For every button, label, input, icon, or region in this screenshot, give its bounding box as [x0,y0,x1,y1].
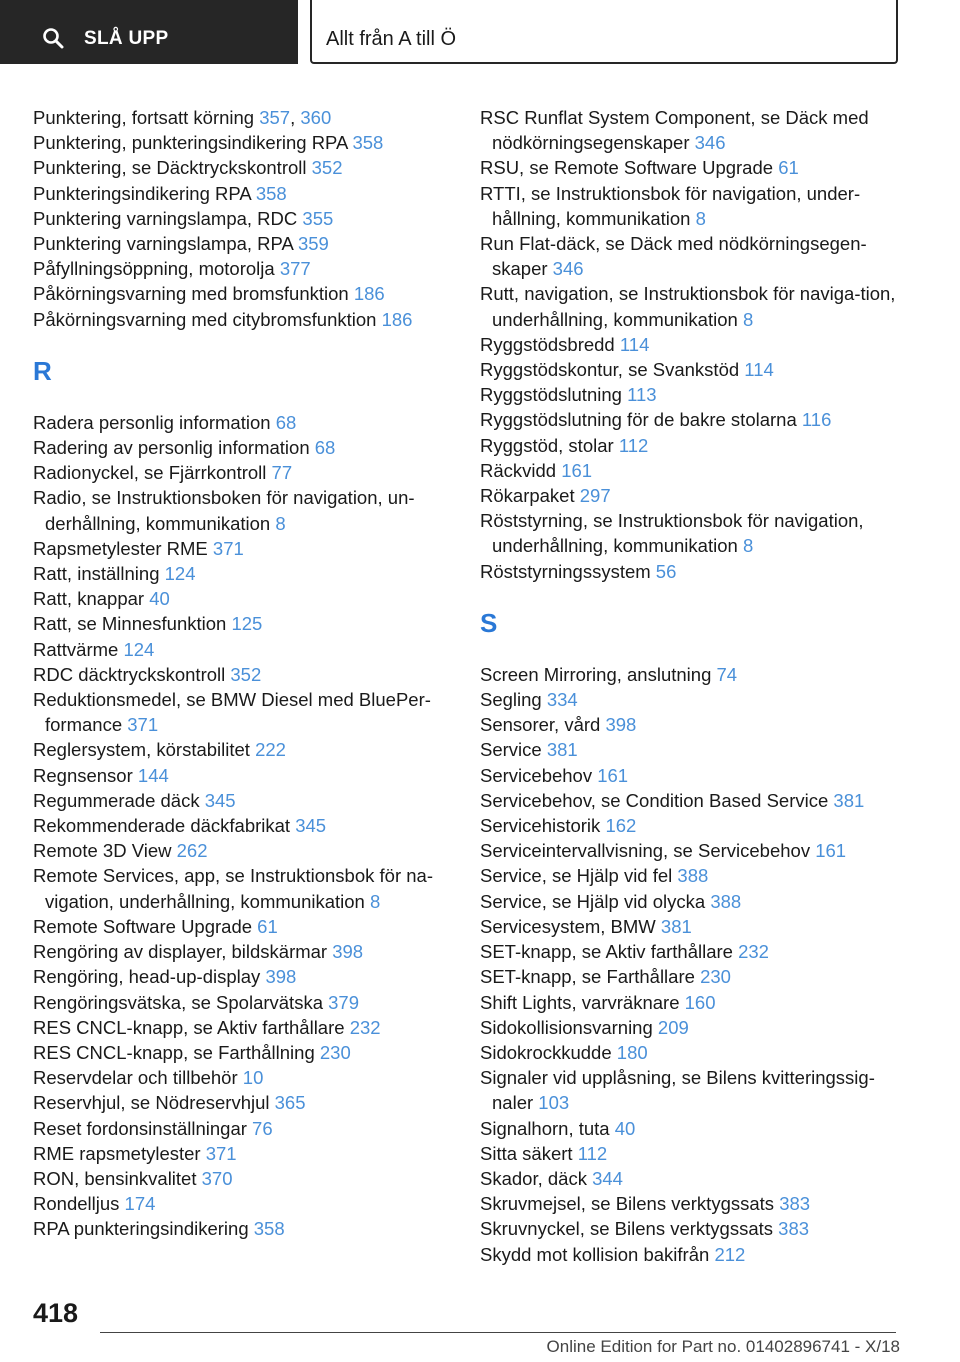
page-link[interactable]: 377 [279,258,311,280]
index-entry [480,889,910,914]
index-entry [480,1191,910,1216]
index-entry-text: Regummerade däck [33,789,205,811]
index-entry-text: Regnsensor [33,764,138,786]
page-link[interactable]: 56 [655,560,677,582]
index-entry-text: SET-knapp, se Farthållare [480,966,701,988]
index-entry [33,586,453,611]
index-entry-text: Reservhjul, se Nödreservhjul [33,1092,275,1114]
page-link[interactable]: 161 [597,764,629,786]
page-link[interactable]: 232 [349,1016,381,1038]
index-entry-text: Reglersystem, körstabilitet [33,739,256,761]
page-link[interactable]: 383 [779,1193,811,1215]
index-entry [480,1040,910,1065]
index-column-left [33,105,453,1242]
index-entry [480,382,910,407]
page-link[interactable]: 352 [311,157,343,179]
page-link[interactable]: 113 [627,384,657,406]
index-entry [480,939,910,964]
index-entry [480,559,910,584]
page-link[interactable]: 74 [716,663,738,685]
index-entry [33,1191,453,1216]
index-entry [480,964,910,989]
page-link[interactable]: 346 [694,132,726,154]
page-link[interactable]: 209 [657,1016,689,1038]
page-link[interactable]: 334 [546,689,578,711]
index-entry [480,458,910,483]
index-entry-text: Påkörningsvarning med citybromsfunktion [33,308,382,330]
page-link[interactable]: 103 [538,1092,570,1114]
index-entry [33,611,453,636]
index-entry-text: RPA punkteringsindikering [33,1218,254,1240]
page-link[interactable]: 398 [332,941,364,963]
index-entry-text: Rondelljus [33,1193,125,1215]
index-entry-text: Ryggstödslutning [480,384,628,406]
index-entry [480,483,910,508]
index-entry-text: Service, se Hjälp vid olycka [480,890,711,912]
index-entry [33,763,453,788]
index-entry [480,1065,910,1115]
index-entry-text: Punktering varningslampa, RDC [33,207,303,229]
index-entry-text: Sidokollisionsvarning [480,1016,658,1038]
index-entry-text: Run Flat-däck, se Däck med nödkörningsegen‐skaper [480,233,867,280]
index-entry-text: Punktering, se Däcktryckskontroll [33,157,312,179]
index-entry-text: Remote Software Upgrade [33,915,258,937]
index-entry-text: SET-knapp, se Aktiv farthållare [480,941,739,963]
index-entry [33,485,453,535]
page-link[interactable]: 144 [137,764,169,786]
index-entry-text: Punktering, punkteringsindikering RPA [33,132,353,154]
index-entry [33,1040,453,1065]
page-link[interactable]: 357 [259,107,291,128]
index-column-right [480,105,910,1267]
index-entry [480,1141,910,1166]
index-entry-text: Segling [480,689,547,711]
page-link[interactable]: 161 [815,840,847,862]
page-link[interactable]: 68 [275,411,297,433]
index-entry-text: Rutt, navigation, se Instruktionsbok för naviga‐tion, underhållning, kommunikation [480,283,896,330]
index-entry-text: Serviceintervallvisning, se Servicebehov [480,840,816,862]
index-entry-text: Remote Services, app, se Instruktionsbok för na‐vigation, underhållning, kommunikation [33,865,433,912]
index-entry-text: Ratt, se Minnesfunktion [33,613,232,635]
page-link[interactable]: 112 [577,1142,608,1164]
index-entry [480,281,910,331]
index-entry-text: Röststyrningssystem [480,560,656,582]
page-link[interactable]: 212 [714,1243,746,1265]
index-entry [480,407,910,432]
index-entry [33,460,453,485]
index-entry-text: RES CNCL-knapp, se Aktiv farthållare [33,1016,350,1038]
index-entry [33,1090,453,1115]
index-entry [33,307,453,332]
index-entry-text: Reservdelar och tillbehör [33,1067,243,1089]
page-link[interactable]: 8 [369,890,381,912]
index-entry [33,281,453,306]
index-entry [33,1116,453,1141]
index-entry-text: Remote 3D View [33,840,177,862]
index-entry [33,105,453,130]
index-entry-text: Påkörningsvarning med bromsfunktion [33,283,354,305]
index-entry-text: Rapsmetylester RME [33,537,213,559]
page-link[interactable]: 8 [742,308,754,330]
index-entry-text: Rattvärme [33,638,124,660]
index-entry-text: Rökarpaket [480,485,580,507]
page-link[interactable]: 345 [295,815,327,837]
index-entry-text: Reduktionsmedel, se BMW Diesel med BluePer‐formance [33,689,431,736]
page-link[interactable]: 358 [352,132,384,154]
page-link[interactable]: 10 [242,1067,264,1089]
index-entry [33,1216,453,1241]
index-entry [480,990,910,1015]
index-entry-text: RTTI, se Instruktionsbok för navigation, under‐hållning, kommunikation [480,182,861,229]
index-entry [33,637,453,662]
page-link[interactable]: 358 [253,1218,285,1240]
index-entry-text: Rengöringsvätska, se Spolarvätska [33,991,329,1013]
index-entry-text: RDC däcktryckskontroll [33,663,231,685]
search-button[interactable] [0,0,298,64]
index-entry-text: Sensorer, vård [480,714,606,736]
page-link[interactable]: 160 [684,991,716,1013]
index-entry [33,1015,453,1040]
index-entry [480,332,910,357]
index-entry [33,536,453,561]
index-entry [33,155,453,180]
index-entry [480,357,910,382]
index-entry-text: Punkteringsindikering RPA [33,182,256,204]
index-entry-text: Ryggstöd, stolar [480,434,619,456]
index-entry-text: Punktering varningslampa, RPA [33,233,298,255]
page-link[interactable]: 381 [660,915,692,937]
page-link[interactable]: 124 [123,638,155,660]
page-link[interactable]: 344 [592,1167,623,1189]
index-entry [480,813,910,838]
index-entry-text: Radera personlig information [33,411,276,433]
index-entry-text: Räckvidd [480,459,562,481]
page-link[interactable]: 61 [257,915,278,937]
page-link[interactable]: 388 [710,890,742,912]
page-number: 418 [33,1298,79,1328]
page-link[interactable]: 262 [176,840,208,862]
index-entry-text: Ratt, knappar [33,588,150,610]
index-entry-text: Servicehistorik [480,815,606,837]
index-entry [33,687,453,737]
page-link[interactable]: 77 [271,462,293,484]
page-link[interactable]: 40 [149,588,170,610]
index-entry-text: Rekommenderade däckfabrikat [33,815,296,837]
page-link[interactable]: 112 [618,434,649,456]
index-entry [480,1216,910,1241]
index-entry-text: Ryggstödsbredd [480,333,620,355]
index-entry-text: Radering av personlig information [33,437,315,459]
index-entry-text: Skruvmejsel, se Bilens verktygssats [480,1193,780,1215]
page-link[interactable]: 352 [230,663,262,685]
index-entry [33,1065,453,1090]
index-entry [480,1015,910,1040]
index-entry [33,662,453,687]
index-entry [33,435,453,460]
index-entry [480,838,910,863]
page-link[interactable]: 230 [319,1041,351,1063]
page-separator: , [290,107,301,128]
page-link[interactable]: 345 [204,789,236,811]
page-link[interactable]: 116 [801,409,832,431]
index-entry [33,181,453,206]
index-entry-text: RSU, se Remote Software Upgrade [480,157,779,179]
index-entry [33,813,453,838]
index-entry [480,788,910,813]
page-link[interactable]: 365 [274,1092,306,1114]
index-entry [33,838,453,863]
index-entry [480,433,910,458]
page-link[interactable]: 360 [300,107,332,128]
index-entry [33,990,453,1015]
index-entry [480,763,910,788]
index-entry-text: Sidokrockkudde [480,1041,617,1063]
index-entry-text: RON, bensinkvalitet [33,1167,202,1189]
index-entry-text: Shift Lights, varvräknare [480,991,685,1013]
page-link[interactable]: 371 [205,1142,237,1164]
index-entry [33,1141,453,1166]
page-link[interactable]: 346 [552,258,584,280]
index-entry [33,130,453,155]
page-link[interactable]: 125 [231,613,263,635]
page-link[interactable]: 232 [738,941,769,963]
page-link[interactable]: 383 [778,1218,810,1240]
search-label: SLÅ UPP [84,28,169,49]
page-link[interactable]: 398 [265,966,297,988]
page-link[interactable]: 358 [255,182,287,204]
page-link[interactable]: 68 [314,437,336,459]
index-entry [480,1116,910,1141]
page-link[interactable]: 381 [546,739,578,761]
page-link[interactable]: 381 [833,789,865,811]
page-link[interactable]: 379 [328,991,359,1013]
index-entry-text: Påfyllningsöppning, motorolja [33,258,280,280]
index-entry-text: Service [480,739,547,761]
section-title: Allt från A till Ö [326,28,457,50]
index-entry [480,105,910,155]
index-entry [480,712,910,737]
index-entry [480,155,910,180]
page-link[interactable]: 398 [605,714,637,736]
index-entry-text: Skydd mot kollision bakifrån [480,1243,715,1265]
page-link[interactable]: 222 [255,739,286,761]
index-entry [480,737,910,762]
index-entry [33,863,453,913]
page-link[interactable]: 370 [201,1167,233,1189]
index-entry-text: Röststyrning, se Instruktionsbok för navigation, underhållning, kommunikation [480,510,864,557]
index-entry [33,788,453,813]
index-entry [480,181,910,231]
page-link[interactable]: 8 [275,512,286,534]
index-entry-text: Skruvnyckel, se Bilens verktygssats [480,1218,779,1240]
page-link[interactable]: 114 [744,359,774,381]
page-link[interactable]: 186 [353,283,385,305]
page-link[interactable]: 162 [605,815,637,837]
page-link[interactable]: 388 [677,865,709,887]
index-entry [33,939,453,964]
page-link[interactable]: 174 [124,1193,156,1215]
page-link[interactable]: 230 [700,966,731,988]
index-entry [480,508,910,558]
index-entry-text: Radionyckel, se Fjärrkontroll [33,462,272,484]
index-entry-text: Signalhorn, tuta [480,1117,615,1139]
page-link[interactable]: 8 [742,535,754,557]
index-entry-text: Ryggstödslutning för de bakre stolarna [480,409,802,431]
index-entry [480,863,910,888]
page-link[interactable]: 371 [127,714,159,736]
search-icon [42,27,66,51]
page-link[interactable]: 8 [695,207,706,229]
page-link[interactable]: 371 [212,537,244,559]
index-entry-text: Servicebehov, se Condition Based Service [480,789,834,811]
section-title-tab[interactable] [310,0,898,64]
section-letter-s: S [480,607,498,638]
index-entry-text: Ryggstödskontur, se Svankstöd [480,359,745,381]
page-link[interactable]: 355 [302,207,334,229]
index-entry-text: Servicebehov [480,764,598,786]
page-link[interactable]: 186 [381,308,413,330]
index-entry [33,410,453,435]
index-entry [480,1242,910,1267]
index-entry-text: Ratt, inställning [33,563,165,585]
index-entry [33,964,453,989]
page-link[interactable]: 76 [252,1117,273,1139]
page-link[interactable]: 359 [297,233,329,255]
footer-edition: Online Edition for Part no. 01402896741 - X/18 [546,1337,900,1356]
index-entry-text: Radio, se Instruktionsboken för navigation, un‐derhållning, kommunikation [33,487,415,534]
index-entry-text: Servicesystem, BMW [480,915,661,937]
index-entry-text: Rengöring av displayer, bildskärmar [33,941,333,963]
index-entry [480,231,910,281]
index-entry [480,687,910,712]
page-link[interactable]: 161 [561,459,593,481]
index-entry [480,914,910,939]
footer-divider [100,1332,896,1333]
index-entry [33,737,453,762]
page-link[interactable]: 124 [164,563,196,585]
index-entry [33,561,453,586]
index-entry-text: Punktering, fortsatt körning [33,107,260,128]
index-entry-text: RES CNCL-knapp, se Farthållning [33,1041,320,1063]
index-entry-text: Skador, däck [480,1167,593,1189]
page-link[interactable]: 180 [616,1041,648,1063]
page-link[interactable]: 297 [579,485,611,507]
index-entry-text: Reset fordonsinställningar [33,1117,253,1139]
index-entry-text: RME rapsmetylester [33,1142,206,1164]
index-entry [33,256,453,281]
top-bar [0,0,960,66]
index-entry-text: Rengöring, head-up-display [33,966,266,988]
index-entry-text: Screen Mirroring, anslutning [480,663,717,685]
index-entry [480,662,910,687]
page-link[interactable]: 40 [614,1117,636,1139]
index-entry-text: Signaler vid upplåsning, se Bilens kvitteringssig‐naler [480,1067,875,1114]
index-entry [33,206,453,231]
page-link[interactable]: 61 [778,157,799,179]
index-entry [33,1166,453,1191]
index-entry-text: Service, se Hjälp vid fel [480,865,678,887]
index-entry [480,1166,910,1191]
section-letter-r: R [33,355,52,386]
index-entry [33,914,453,939]
page-link[interactable]: 114 [619,333,650,355]
index-entry-text: Sitta säkert [480,1142,578,1164]
index-entry-text: RSC Runflat System Component, se Däck med nödkörningsegenskaper [480,107,869,154]
index-entry [33,231,453,256]
